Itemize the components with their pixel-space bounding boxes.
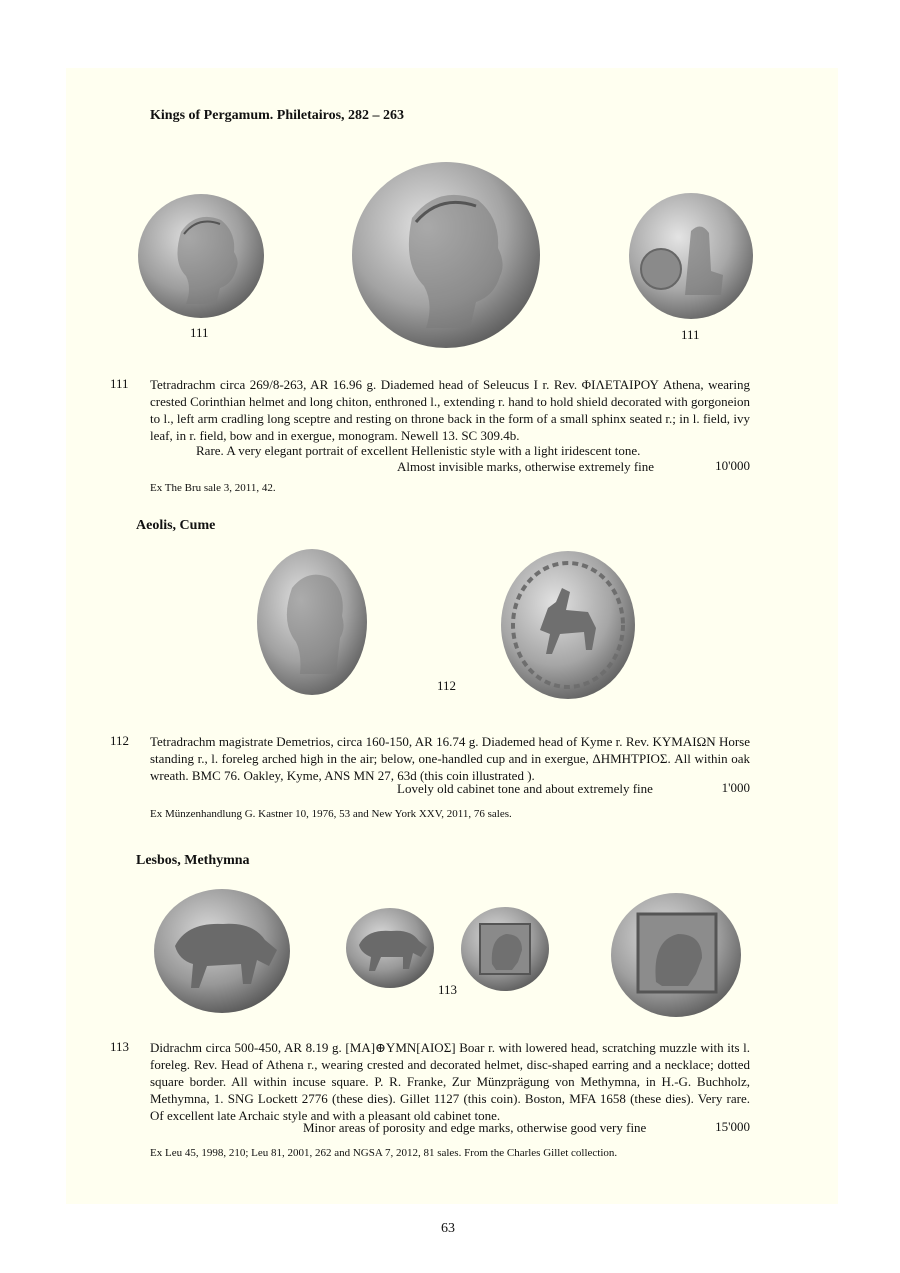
lot-remark-111: Rare. A very elegant portrait of excellent Hellenistic style with a light iridescent tone. bbox=[196, 443, 641, 458]
coin-image-111-reverse bbox=[627, 191, 755, 321]
coin-image-113-reverse bbox=[460, 906, 550, 992]
lot-number-113: 113 bbox=[110, 1039, 130, 1054]
section-heading-pergamum: Kings of Pergamum. Philetairos, 282 – 263 bbox=[150, 108, 405, 123]
lot-description-112: Tetradrachm magistrate Demetrios, circa 160-150, AR 16.74 g. Diademed head of Kyme r. Rev. ΚΥΜΑΙΩΝ Horse standing r., l. foreleg arched high in the air; below, one-handled cup and in exergue, ΔΗΜΗΤΡΙΟΣ. All within oak wreath. BMC 76. Oakley, Kyme, ANS MN 27, 63d (this coin illustrated ). bbox=[150, 734, 750, 783]
coin-image-113-obverse bbox=[345, 907, 435, 989]
coin-image-112-obverse bbox=[256, 548, 368, 696]
section-heading-methymna: Lesbos, Methymna bbox=[136, 853, 250, 868]
lot-condition-113: Minor areas of porosity and edge marks, otherwise good very fine bbox=[303, 1120, 647, 1135]
lot-condition-111: Almost invisible marks, otherwise extremely fine bbox=[397, 459, 655, 474]
lot-provenance-111: Ex The Bru sale 3, 2011, 42. bbox=[150, 482, 276, 494]
coin-image-113-reverse-enlarged bbox=[610, 892, 743, 1019]
lot-description-111: Tetradrachm circa 269/8-263, AR 16.96 g. Diademed head of Seleucus I r. Rev. ΦΙΛΕΤΑΙΡΟΥ Athena, wearing crested Corinthian helmet and long chiton, enthroned l., extending r. hand to hold shield decorated with gorgoneion to l., left arm cradling long sceptre and resting on throne back in the form of a small sphinx seated r.; in l. field, ivy leaf, in r. field, bow and in exergue, monogram. Newell 13. SC 309.4b. bbox=[150, 377, 750, 443]
lot-description-113: Didrachm circa 500-450, AR 8.19 g. [ΜΑ]⊕ΥΜΝ[ΑΙΟΣ] Boar r. with lowered head, scratching muzzle with its l. foreleg. Rev. Head of Athena r., wearing crested and decorated helmet, disc-shaped earring and a necklace; dotted square border. All within incuse square. P. R. Franke, Zur Münzprägung von Methymna, in H.-G. Buchholz, Methymna, 1. SNG Lockett 2776 (these dies). Gillet 1127 (this coin). Boston, MFA 1658 (these dies). Very rare. Of excellent late Archaic style and with a pleasant old cabinet tone. bbox=[150, 1040, 750, 1123]
section-heading-cume: Aeolis, Cume bbox=[136, 518, 216, 533]
lot-price-112: 1'000 bbox=[721, 780, 750, 795]
coin-image-113-obverse-enlarged bbox=[153, 888, 291, 1014]
lot-provenance-113: Ex Leu 45, 1998, 210; Leu 81, 2001, 262 and NGSA 7, 2012, 81 sales. From the Charles Gillet collection. bbox=[150, 1147, 618, 1159]
coin-caption-111-left: 111 bbox=[190, 325, 209, 340]
page-number: 63 bbox=[441, 1221, 455, 1236]
coin-caption-113: 113 bbox=[438, 982, 458, 997]
lot-provenance-112: Ex Münzenhandlung G. Kastner 10, 1976, 53 and New York XXV, 2011, 76 sales. bbox=[150, 808, 512, 820]
coin-image-111-obverse-small bbox=[136, 192, 266, 320]
lot-number-111: 111 bbox=[110, 376, 129, 391]
coin-caption-112: 112 bbox=[437, 678, 457, 693]
lot-number-112: 112 bbox=[110, 733, 130, 748]
coin-caption-111-right: 111 bbox=[681, 327, 700, 342]
coin-image-111-obverse-enlarged bbox=[350, 160, 543, 350]
lot-price-111: 10'000 bbox=[715, 458, 750, 473]
lot-price-113: 15'000 bbox=[715, 1119, 750, 1134]
coin-image-112-reverse bbox=[500, 550, 637, 700]
lot-condition-112: Lovely old cabinet tone and about extremely fine bbox=[397, 781, 653, 796]
